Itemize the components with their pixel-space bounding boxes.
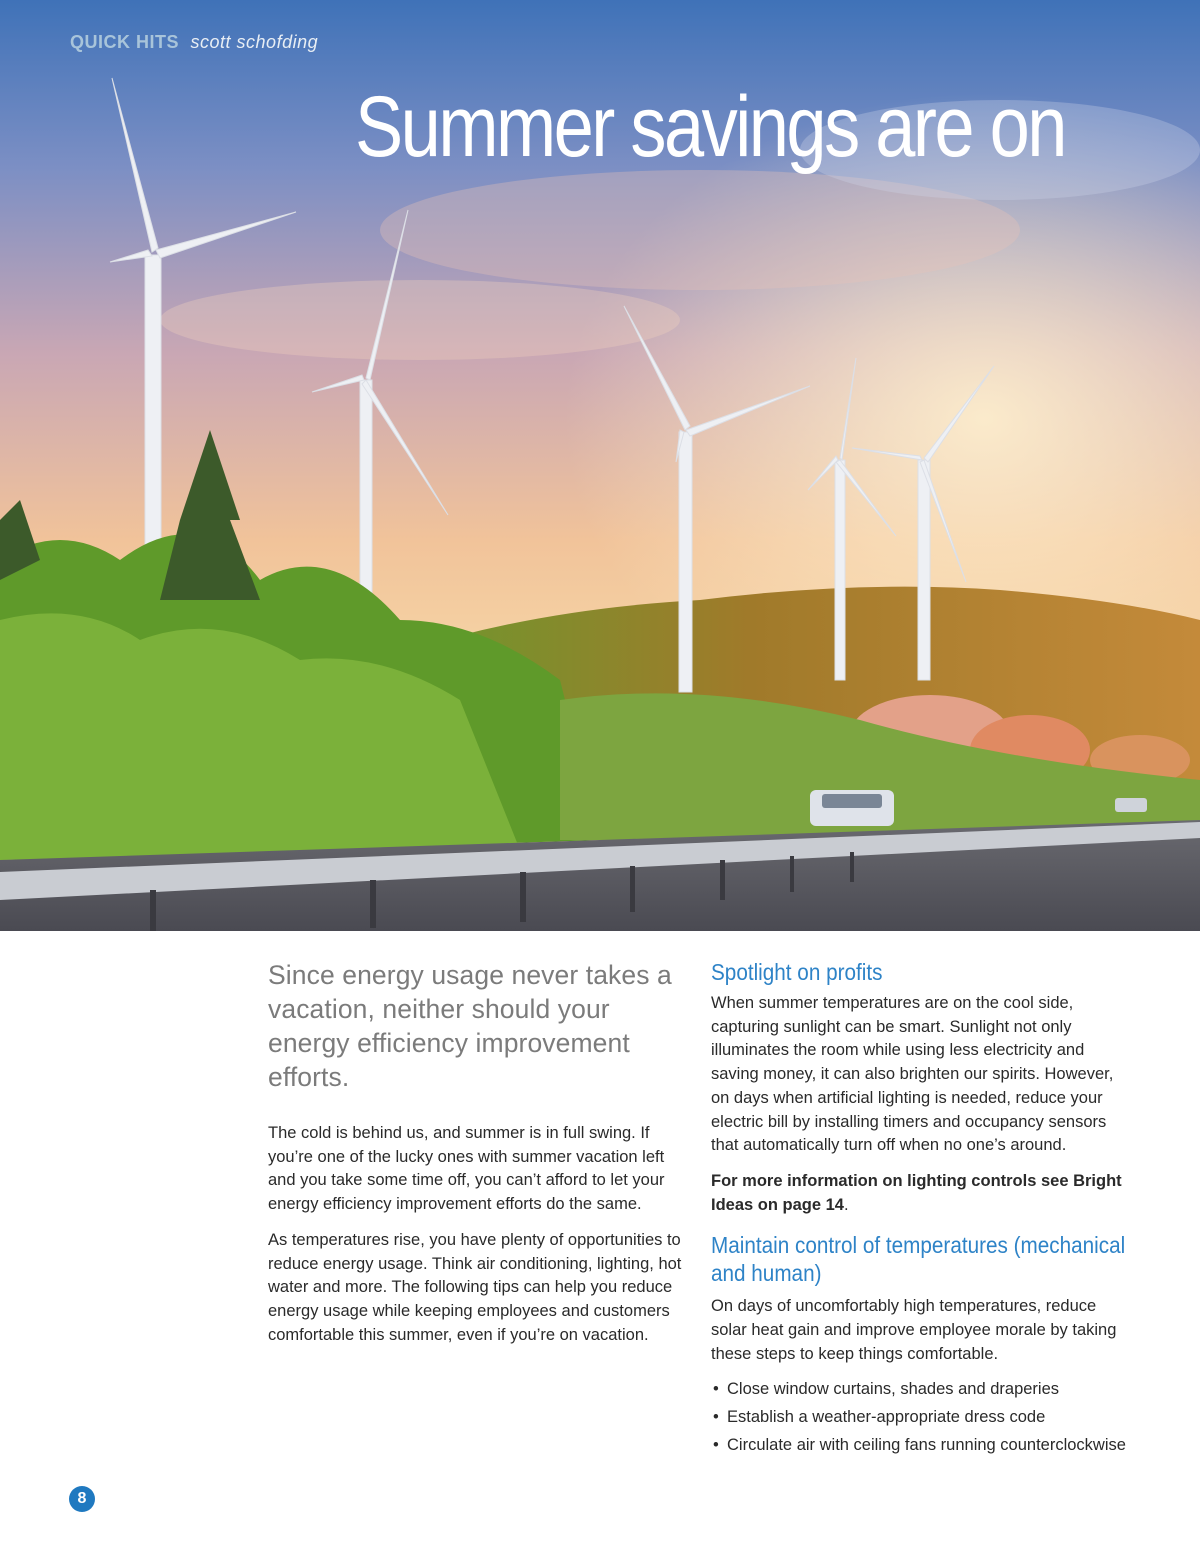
list-item: • Establish a weather-appropriate dress code — [711, 1406, 1136, 1430]
section-label: QUICK HITS — [70, 32, 180, 52]
right-column — [711, 958, 1136, 1462]
body-paragraph: The cold is behind us, and summer is in full swing. If you’re one of the lucky ones with summer vacation left and you take some time off, you can’t afford to let your energy efficiency improvement efforts do the same. — [268, 1124, 665, 1214]
left-column — [268, 958, 693, 1359]
page-title: Summer savings are on — [355, 79, 1065, 175]
more-info-link-text: For more information on lighting controls see Bright Ideas on page 14 — [711, 1171, 1122, 1214]
kicker — [70, 32, 318, 53]
more-info — [711, 1170, 1136, 1217]
list-item: • Close window curtains, shades and draperies — [711, 1378, 1136, 1402]
more-info-suffix: . — [843, 1195, 849, 1214]
list-item: • Circulate air with ceiling fans running counterclockwise — [711, 1434, 1136, 1458]
section-heading: Spotlight on profits — [711, 959, 883, 985]
author-name: scott schofding — [190, 32, 319, 52]
body-paragraph: When summer temperatures are on the cool side, capturing sunlight can be smart. Sunlight not only illuminates the room while using less electricity and saving money, it can also brighten our spirits. However, on days when artificial lighting is needed, reduce your electric bill by installing timers and occupancy sensors that automatically turn off when no one’s around. — [711, 994, 1114, 1155]
section-heading: Maintain control of temperatures (mechanical and human) — [711, 1232, 1126, 1287]
lede: Since energy usage never takes a vacation, neither should your energy efficiency improvement efforts. — [268, 960, 672, 1092]
page-number-badge: 8 — [69, 1486, 95, 1512]
body-paragraph: As temperatures rise, you have plenty of opportunities to reduce energy usage. Think air conditioning, lighting, hot water and more. The following tips can help you reduce energy usage while keeping employees and customers comfortable this summer, even if you’re on vacation. — [268, 1230, 682, 1344]
tips-list — [711, 1378, 1136, 1457]
body-paragraph: On days of uncomfortably high temperatures, reduce solar heat gain and improve employee morale by taking these steps to keep things comfortable. — [711, 1297, 1117, 1363]
